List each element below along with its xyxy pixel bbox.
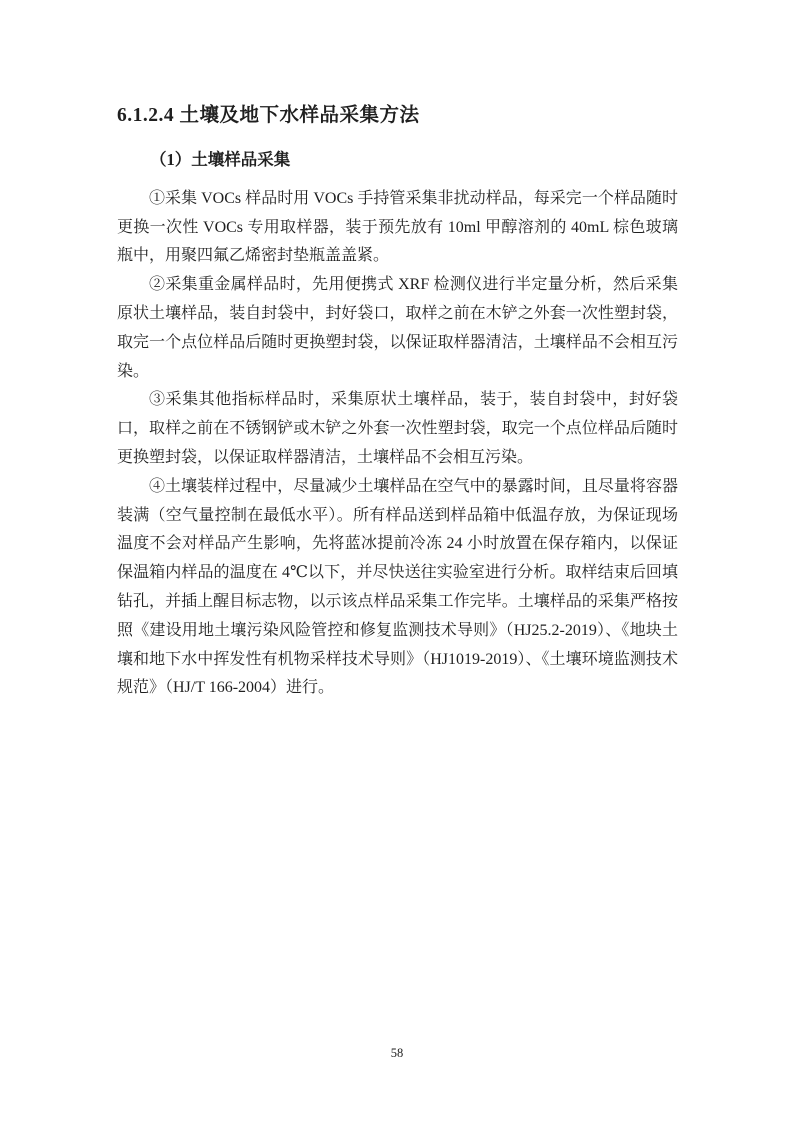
page-number: 58	[390, 1046, 404, 1060]
body-paragraph: ③采集其他指标样品时，采集原状土壤样品，装于，装自封袋中，封好袋口，取样之前在不锈钢铲或木铲之外套一次性塑封袋，取完一个点位样品后随时更换塑封袋，以保证取样器清洁，土壤样品不会相互污染。	[117, 391, 678, 466]
body-paragraph: ②采集重金属样品时，先用便携式 XRF 检测仪进行半定量分析，然后采集原状土壤样品，装自封袋中，封好袋口，取样之前在木铲之外套一次性塑封袋，取完一个点位样品后随时更换塑封袋，以保证取样器清洁，土壤样品不会相互污染。	[117, 276, 678, 380]
body-paragraph: ④土壤装样过程中，尽量减少土壤样品在空气中的暴露时间，且尽量将容器装满（空气量控制在最低水平）。所有样品送到样品箱中低温存放，为保证现场温度不会对样品产生影响，先将蓝冰提前冷冻 24 小时放置在保存箱内，以保证保温箱内样品的温度在 4℃以下，并尽快送往实验室进行分析。取样结束后回填钻孔，并插上醒目标志物，以示该点样品采集工作完毕。土壤样品的采集严格按照《建设用地土壤污染风险管控和修复监测技术导则》（HJ25.2-2019）、《地块土壤和地下水中挥发性有机物采样技术导则》（HJ1019-2019）、《土壤环境监测技术规范》（HJ/T 166-2004）进行。	[117, 477, 678, 697]
subsection-heading: （1）土壤样品采集	[150, 150, 291, 170]
document-content	[117, 103, 678, 703]
body-paragraph: ①采集 VOCs 样品时用 VOCs 手持管采集非扰动样品，每采完一个样品随时更换一次性 VOCs 专用取样器，装于预先放有 10ml 甲醇溶剂的 40mL 棕色玻璃瓶中，用聚四氟乙烯密封垫瓶盖盖紧。	[117, 189, 678, 265]
section-heading: 6.1.2.4 土壤及地下水样品采集方法	[117, 105, 420, 126]
